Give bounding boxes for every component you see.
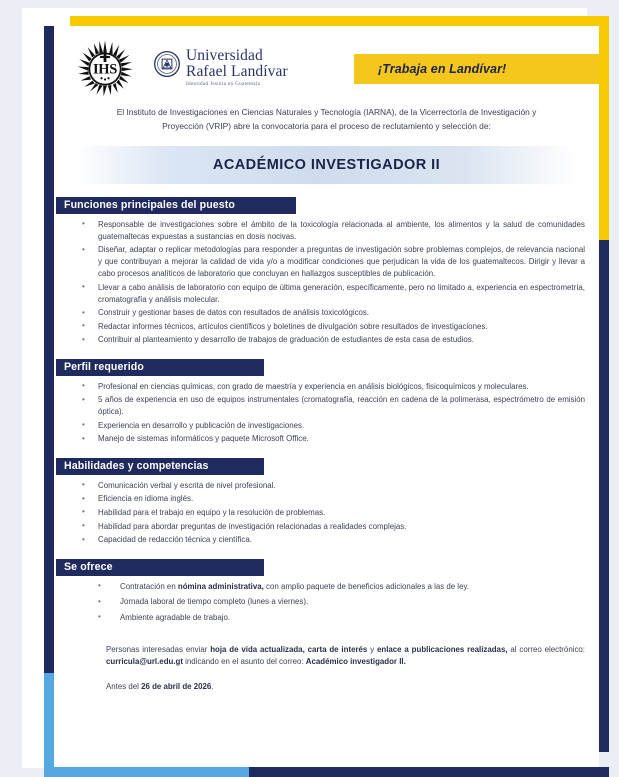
contact-subject: Académico investigador II. bbox=[305, 657, 406, 667]
deadline-suffix: . bbox=[211, 682, 214, 692]
list-item: • Eficiencia en idioma inglés. bbox=[54, 493, 585, 505]
university-seal-icon bbox=[154, 51, 180, 77]
university-tagline: Identidad Jesuita en Guatemala bbox=[186, 80, 261, 87]
list-item: • Habilidad para el trabajo en equipo y la resolución de problemas. bbox=[54, 507, 585, 519]
university-name-line1: Universidad bbox=[186, 47, 263, 64]
svg-text:IHS: IHS bbox=[92, 61, 118, 78]
section-habilidades bbox=[54, 456, 599, 546]
contact-conjunction: y bbox=[367, 644, 377, 654]
poster-page bbox=[22, 8, 587, 768]
contact-email-lead: al correo electrónico: bbox=[507, 644, 585, 654]
banner-label: ¡Trabaja en Landívar! bbox=[378, 62, 507, 76]
job-title-banner bbox=[76, 146, 577, 184]
deadline-line bbox=[106, 682, 599, 691]
list-item: • Experiencia en desarrollo y publicación de investigaciones. bbox=[54, 420, 585, 432]
funciones-list bbox=[54, 219, 599, 347]
accent-bar-left-navy bbox=[44, 26, 54, 673]
list-item: • Ambiente agradable de trabajo. bbox=[54, 612, 585, 624]
list-item: • Construir y gestionar bases de datos con resultados de análisis toxicológicos. bbox=[54, 307, 585, 319]
deadline-prefix: Antes del bbox=[106, 682, 142, 692]
accent-bar-right-yellow bbox=[599, 16, 609, 240]
content-sheet bbox=[54, 26, 599, 767]
list-item: • Profesional en ciencias químicas, con grado de maestría y experiencia en análisis biológicos, fisicoquímicos y moleculares. bbox=[54, 381, 585, 393]
contact-prefix: Personas interesadas enviar bbox=[106, 644, 211, 654]
list-item: • Habilidad para abordar preguntas de investigación relacionadas a realidades complejas. bbox=[54, 521, 585, 533]
list-item: • 5 años de experiencia en uso de equipos instrumentales (cromatografía, reacción en cadena de la polimerasa, espectrómetro de emisión óptica). bbox=[54, 394, 585, 418]
list-item: • Manejo de sistemas informáticos y paquete Microsoft Office. bbox=[54, 433, 585, 445]
section-se-ofrece bbox=[54, 557, 599, 624]
list-item: • Contribuir al planteamiento y desarrollo de trabajos de graduación de estudiantes de esta casa de estudios. bbox=[54, 334, 585, 346]
accent-bar-bottom-navy bbox=[249, 767, 609, 777]
section-perfil bbox=[54, 357, 599, 445]
list-item: • Contratación en nómina administrativa, con amplio paquete de beneficios adicionales a las de ley. bbox=[54, 581, 585, 593]
section-heading: Funciones principales del puesto bbox=[56, 197, 296, 214]
ihs-sunburst-logo bbox=[76, 40, 134, 98]
section-heading: Habilidades y competencias bbox=[56, 458, 264, 475]
list-item: • Llevar a cabo análisis de laboratorio con equipo de última generación, específicamente, pero no limitado a, experiencia en espectrometría, cromatografía y análisis molecular. bbox=[54, 282, 585, 306]
section-heading: Perfil requerido bbox=[56, 359, 264, 376]
section-heading: Se ofrece bbox=[56, 559, 264, 576]
list-item: • Diseñar, adaptar o replicar metodologías para responder a preguntas de investigación sobre problemas complejos, de relevancia nacional y que contribuyan a mejorar la calidad de vida y/o a modificar condiciones que perjudican la vida de los guatemaltecos. Dirigir y llevar a cabo procesos analíticos de laboratorio que concluyan en hallazgos susceptibles de publicación. bbox=[54, 244, 585, 280]
work-at-landivar-banner bbox=[354, 54, 599, 84]
required-documents-2: enlace a publicaciones realizadas, bbox=[377, 644, 508, 654]
list-item: • Comunicación verbal y escrita de nivel profesional. bbox=[54, 480, 585, 492]
accent-bar-right-navy bbox=[599, 240, 609, 752]
university-name-line2: Rafael Landívar bbox=[186, 62, 288, 80]
contact-email[interactable]: curricula@url.edu.gt bbox=[106, 657, 183, 667]
contact-subject-lead: indicando en el asunto del correo: bbox=[182, 657, 306, 667]
application-instructions bbox=[106, 644, 585, 670]
required-documents-1: hoja de vida actualizada, carta de interés bbox=[210, 644, 368, 654]
accent-bar-left-blue bbox=[44, 673, 54, 777]
document-header bbox=[54, 26, 599, 98]
list-item: • Capacidad de redacción técnica y científica. bbox=[54, 534, 585, 546]
deadline-date: 26 de abril de 2026 bbox=[141, 682, 212, 692]
list-item: • Redactar informes técnicos, artículos científicos y boletines de divulgación sobre resultados de investigaciones. bbox=[54, 321, 585, 333]
accent-bar-bottom-blue bbox=[44, 767, 249, 777]
list-item: • Jornada laboral de tiempo completo (lunes a viernes). bbox=[54, 596, 585, 608]
page-title: ACADÉMICO INVESTIGADOR II bbox=[212, 157, 441, 174]
accent-bar-top-yellow bbox=[70, 16, 609, 26]
intro-paragraph: El Instituto de Investigaciones en Ciencias Naturales y Tecnología (IARNA), de la Vicerrectoría de Investigación y Proyección (VRIP) abre la convocatoria para el proceso de reclutamiento y selección de: bbox=[116, 107, 537, 131]
list-item: • Responsable de investigaciones sobre el ámbito de la toxicología relacionada al ambiente, los alimentos y la salud de comunidades guatemaltecas expuestas a sustancias en dosis nocivas. bbox=[54, 219, 585, 243]
habilidades-list bbox=[54, 480, 599, 546]
se-ofrece-list bbox=[54, 581, 599, 624]
university-logo bbox=[154, 48, 288, 87]
section-funciones bbox=[54, 195, 599, 346]
perfil-list bbox=[54, 381, 599, 446]
